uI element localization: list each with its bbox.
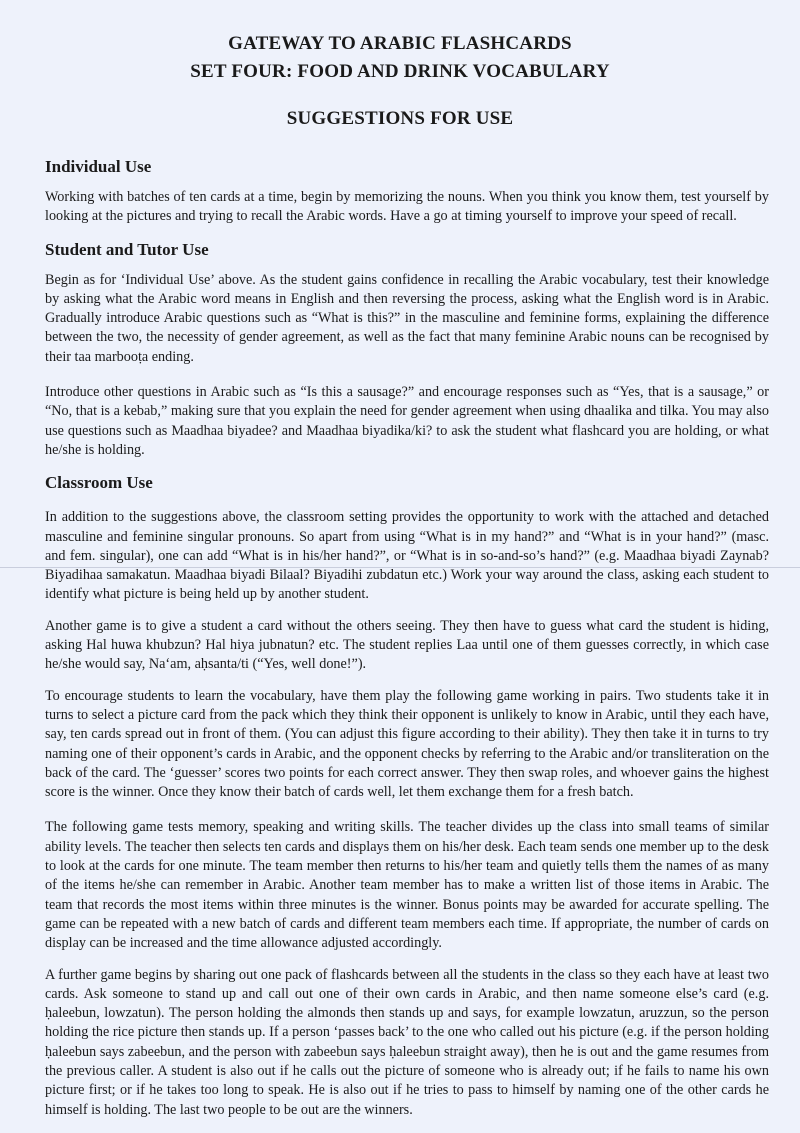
heading-classroom-use: Classroom Use [45,473,153,493]
title-line-2: SET FOUR: FOOD AND DRINK VOCABULARY [190,61,610,82]
paragraph-classroom-4: The following game tests memory, speaking and writing skills. The teacher divides up the class into small teams of similar ability levels. The teacher then selects ten cards and displays them on his/her desk. Each team sends one member up to the desk to look at the cards for one minute. The team member then returns to his/her team and quietly tells them the names of as many of the items he/she can remember in Arabic. Another team member has to make a written list of those items in Arabic. The team that records the most items within three minutes is the winner. Bonus points may be awarded for accurate spelling. The game can be repeated with a new batch of cards and different team members each time. If appropriate, the number of cards on display can be increased and the time allowance adjusted accordingly. [45,819,769,952]
paragraph-student-tutor-1: Begin as for ‘Individual Use’ above. As the student gains confidence in recalling the Arabic vocabulary, test their knowledge by asking what the Arabic word means in English and then reversing the process, asking what the English word is in Arabic. Gradually introduce Arabic questions such as “What is this?” in the masculine and feminine forms, explaining the difference between the two, the necessity of gender agreement, as well as the fact that many feminine Arabic nouns can be recognised by their taa marbooṭa ending. [45,271,769,365]
heading-individual-use: Individual Use [45,157,152,176]
heading-student-tutor-use: Student and Tutor Use [45,239,209,259]
paragraph-classroom-3: To encourage students to learn the vocabulary, have them play the following game working in pairs. Two students take it in turns to select a picture card from the pack which they think their opponent is unlikely to know in Arabic, until they each have, say, ten cards spread out in front of them. (You can adjust this figure according to their ability). They then take it in turns to try naming one of their opponent’s cards in Arabic, and the opponent checks by referring to the Arabic and/or transliteration on the back of the card. The ‘guesser’ scores two points for each correct answer. They then swap roles, and whoever gains the highest score is the winner. Once they know their batch of cards well, let them exchange them for a fresh batch. [45,687,769,801]
paragraph-classroom-5: A further game begins by sharing out one pack of flashcards between all the students in the class so they each have at least two cards. Ask someone to stand up and call out one of their own cards in Arabic, and then name someone else’s card (e.g. ḥaleebun, lowzatun). The person holding the almonds then stands up and says, for example lowzatun, aruzzun, so the person holding the rice picture then stands up. If a person ‘passes back’ to the one who called out his picture (e.g. if the person holding ḥaleebun says zabeebun, and the person with zabeebun says ḥaleebun straight away), then he is out and the game resumes from the previous caller. A student is also out if he calls out the picture of someone who is already out; if he fails to name his own picture first; or if he takes too long to speak. He is also out if he tries to pass to himself by naming one of the other cards he himself is holding. The last two people to be out are the winners. [45,966,769,1118]
title-line-1: GATEWAY TO ARABIC FLASHCARDS [228,33,572,54]
subtitle: SUGGESTIONS FOR USE [286,108,514,129]
paragraph-individual-1: Working with batches of ten cards at a time, begin by memorizing the nouns. When you think you know them, test yourself by looking at the pictures and trying to recall the Arabic words. Have a go at timing yourself to improve your speed of recall. [45,189,769,225]
paragraph-classroom-1: In addition to the suggestions above, the classroom setting provides the opportunity to work with the attached and detached masculine and feminine singular pronouns. So apart from using “What is in my hand?” and “What is in your hand?” (masc. and fem. singular), one can add “What is in his/her hand?”, or “What is in so-and-so’s hand?” (e.g. Maadhaa biyadi Zaynab? Biyadihaa samakatun. Maadhaa biyadi Bilaal? Biyadihi zubdatun etc.) Work your way around the class, asking each student to identify what picture is being held up by another student. [45,509,769,603]
paragraph-student-tutor-2: Introduce other questions in Arabic such as “Is this a sausage?” and encourage responses such as “Yes, that is a sausage,” or “No, that is a kebab,” making sure that you explain the need for gender agreement when using dhaalika and tilka. You may also use questions such as Maadhaa biyadee? and Maadhaa biyadika/ki? to ask the student what flashcard you are holding, or what he/she is holding. [45,384,769,458]
body-content [45,156,769,1120]
paragraph-classroom-2: Another game is to give a student a card without the others seeing. They then have to guess what card the student is hiding, asking Hal huwa khubzun? Hal hiya jubnatun? etc. The student replies Laa until one of them guesses correctly, in which case he/she would say, Na‘am, aḥsanta/ti (“Yes, well done!”). [45,617,769,673]
